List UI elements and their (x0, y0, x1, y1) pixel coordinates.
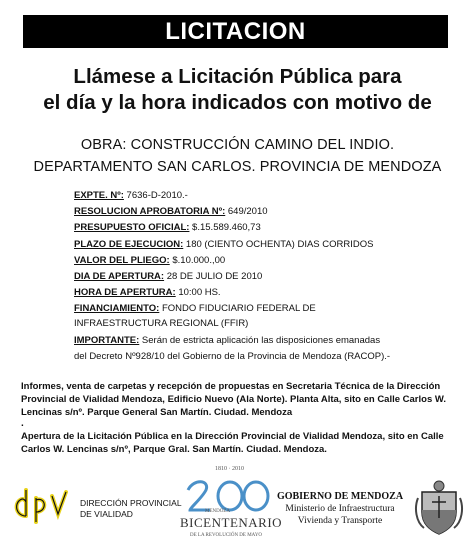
detail-label: DIA DE APERTURA: (74, 271, 165, 282)
bicentenario-year: 1810 · 2010 (215, 466, 244, 472)
detail-label: PLAZO DE EJECUCION: (74, 239, 184, 250)
detail-valor (74, 255, 225, 266)
detail-importante-cont (74, 351, 390, 362)
dpv-logo (12, 484, 72, 524)
detail-label: IMPORTANTE: (74, 335, 140, 346)
detail-label: EXPTE. Nº: (74, 190, 124, 201)
detail-hora (74, 287, 221, 298)
detail-expte (74, 190, 188, 201)
detail-value: 649/2010 (225, 206, 268, 217)
obra-title (0, 134, 475, 178)
detail-label: FINANCIAMIENTO: (74, 303, 160, 314)
info-paragraph: Informes, venta de carpetas y recepción de propuestas en Secretaria Técnica de la Dirección Provincial de Vialidad Mendoza, Edificio Nuevo (Ala Norte). Planta Alta, sito en Calle Carlos W. Lencinas s/nº. Parque General San Martín. Ciudad. Mendoza (21, 381, 446, 418)
gobierno-mendoza-text (270, 490, 410, 527)
detail-label: RESOLUCION APROBATORIA Nº: (74, 206, 226, 217)
detail-value: 28 DE JULIO DE 2010 (164, 271, 263, 282)
detail-resolucion (74, 206, 268, 217)
obra-line-1: OBRA: CONSTRUCCIÓN CAMINO DEL INDIO. (80, 137, 395, 153)
detail-value: 180 (CIENTO OCHENTA) DIAS CORRIDOS (183, 239, 374, 250)
detail-label: PRESUPUESTO OFICIAL: (74, 222, 190, 233)
dpv-text-line-2: DE VIALIDAD (80, 509, 133, 519)
bicentenario-sub: MENDOZA (205, 509, 230, 514)
gobierno-line-3: Vivienda y Transporte (297, 516, 383, 526)
detail-value: $.15.589.460,73 (189, 222, 261, 233)
detail-value: $.10.000.,00 (169, 255, 226, 266)
headline-line-1: Llámese a Licitación Pública para (73, 65, 402, 88)
detail-value: 10:00 HS. (175, 287, 221, 298)
detail-financiamiento-cont (74, 318, 248, 329)
dpv-text (80, 498, 182, 520)
separator-dot: . (21, 418, 24, 429)
detail-value: 7636-D-2010.- (123, 190, 188, 201)
detail-value: del Decreto Nº928/10 del Gobierno de la Provincia de Mendoza (RACOP).- (74, 351, 391, 362)
detail-label: HORA DE APERTURA: (74, 287, 176, 298)
mendoza-shield-icon (414, 478, 464, 536)
detail-presupuesto (74, 222, 261, 233)
dpv-text-line-1: DIRECCIÓN PROVINCIAL (80, 498, 182, 508)
bicentenario-tag: DE LA REVOLUCIÓN DE MAYO (190, 533, 263, 538)
obra-line-2: DEPARTAMENTO SAN CARLOS. PROVINCIA DE MENDOZA (33, 159, 442, 175)
bicentenario-name: BICENTENARIO (180, 515, 283, 530)
apertura-paragraph: Apertura de la Licitación Pública en la Dirección Provincial de Vialidad Mendoza, sito en Calle Carlos W. Lencinas s/nº, Parque Gral. San Martín. Ciudad. Mendoza. (21, 431, 444, 455)
detail-plazo (74, 239, 373, 250)
detail-value: FONDO FIDUCIARIO FEDERAL DE (159, 303, 316, 314)
gobierno-line-1: GOBIERNO DE MENDOZA (276, 491, 404, 502)
detail-financiamiento (74, 303, 316, 314)
gobierno-line-2: Ministerio de Infraestructura (285, 504, 395, 514)
detail-importante (74, 335, 380, 346)
detail-dia (74, 271, 262, 282)
title-banner: LICITACION (23, 15, 448, 48)
headline (0, 64, 475, 116)
detail-value: Serán de estricta aplicación las disposiciones emanadas (139, 335, 381, 346)
headline-line-2: el día y la hora indicados con motivo de (43, 91, 432, 114)
detail-value: INFRAESTRUCTURA REGIONAL (FFIR) (74, 318, 249, 329)
detail-label: VALOR DEL PLIEGO: (74, 255, 170, 266)
